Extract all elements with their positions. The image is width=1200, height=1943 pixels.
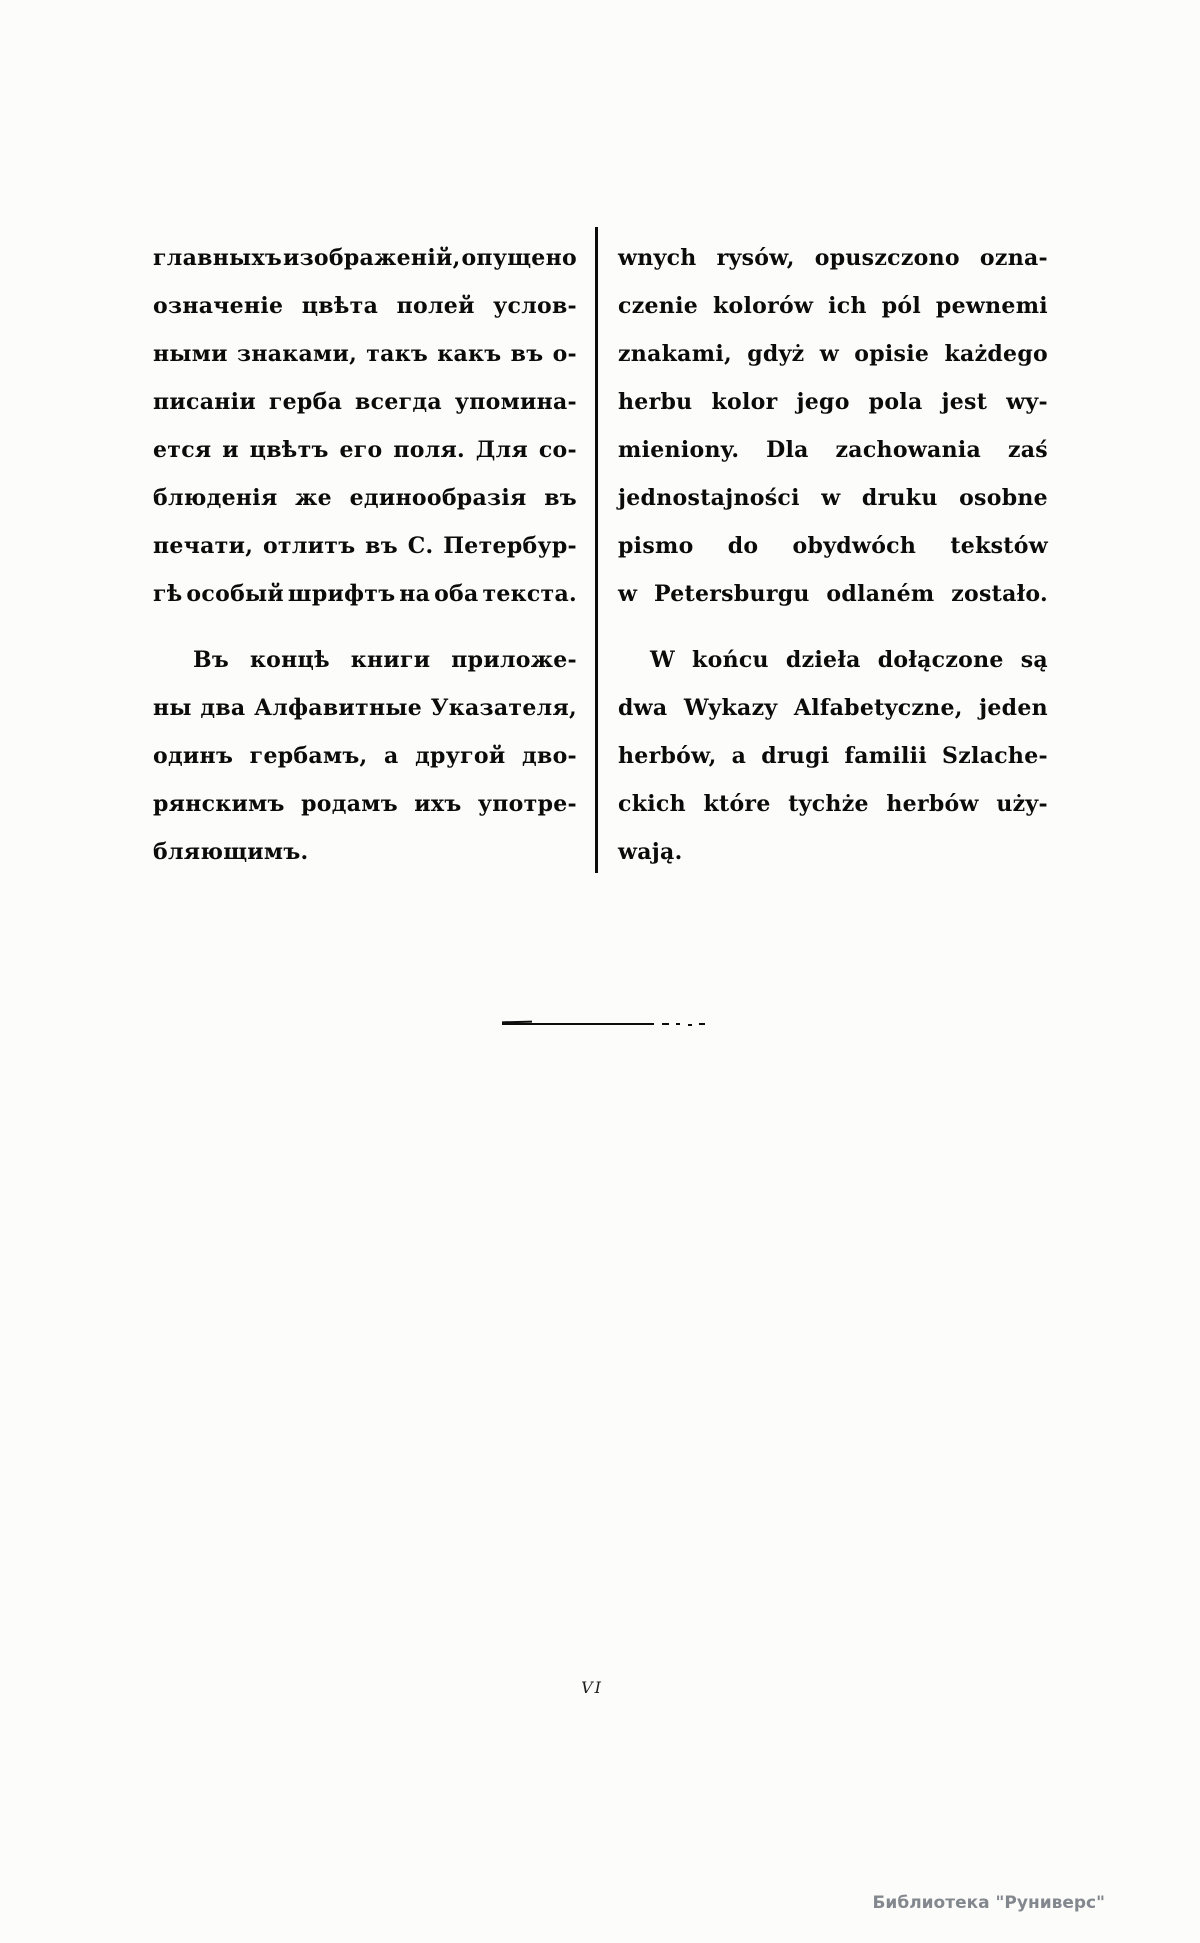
- word: jeden: [979, 695, 1048, 721]
- word: wnych: [618, 245, 697, 271]
- word: do: [727, 533, 759, 559]
- text-line: [618, 282, 1048, 330]
- section-divider: [502, 1021, 712, 1028]
- word: w: [618, 581, 638, 607]
- paragraph: [153, 636, 577, 876]
- text-line: [153, 780, 577, 828]
- text-line: [153, 636, 577, 684]
- word: рянскимъ: [153, 791, 285, 817]
- word: гербамъ,: [249, 743, 368, 769]
- word: pól: [881, 293, 922, 319]
- text-line: [153, 378, 577, 426]
- word: о-: [552, 341, 577, 367]
- word: osobne: [959, 485, 1048, 511]
- word: концѣ: [249, 647, 330, 673]
- word: его: [339, 437, 383, 463]
- word: zaś: [1007, 437, 1048, 463]
- word: są: [1020, 647, 1048, 673]
- word: obydwóch: [792, 533, 917, 559]
- polish-text-column: [618, 234, 1048, 876]
- word: wy-: [1006, 389, 1048, 415]
- word: полей: [396, 293, 475, 319]
- word: дво-: [522, 743, 577, 769]
- word: gdyż: [747, 341, 805, 367]
- text-line: [618, 684, 1048, 732]
- word: rysów,: [716, 245, 795, 271]
- divider-stroke: [502, 1023, 654, 1025]
- text-line: [153, 474, 577, 522]
- word: dzieła: [785, 647, 861, 673]
- word: ется: [153, 437, 212, 463]
- word: ны: [153, 695, 192, 721]
- word: означеніе: [153, 293, 284, 319]
- word: ихъ: [414, 791, 462, 817]
- word: czenie: [618, 293, 699, 319]
- word: какъ: [437, 341, 502, 367]
- word: tychże: [788, 791, 869, 817]
- text-line: [618, 474, 1048, 522]
- word: opisie: [854, 341, 930, 367]
- word: блюденія: [153, 485, 278, 511]
- word: herbów: [886, 791, 979, 817]
- word: цвѣтъ: [249, 437, 329, 463]
- word: końcu: [692, 647, 769, 673]
- text-line: [618, 330, 1048, 378]
- text-line: [153, 732, 577, 780]
- word: со-: [538, 437, 577, 463]
- text-line: [618, 732, 1048, 780]
- word: jednostajności: [618, 485, 800, 511]
- text-line: [153, 282, 577, 330]
- text-line: [153, 522, 577, 570]
- word: zostało.: [951, 581, 1048, 607]
- word: всегда: [355, 389, 442, 415]
- word: упомина-: [454, 389, 577, 415]
- word: ckich: [618, 791, 686, 817]
- word: uży-: [996, 791, 1048, 817]
- word: печати,: [153, 533, 254, 559]
- word: każdego: [944, 341, 1048, 367]
- word: въ: [510, 341, 544, 367]
- word: Петербур-: [443, 533, 577, 559]
- word: особый: [186, 581, 285, 607]
- text-line: [618, 378, 1048, 426]
- word: приложе-: [451, 647, 577, 673]
- word: гѣ: [153, 581, 183, 607]
- word: бляющимъ.: [153, 839, 309, 865]
- text-line: [153, 684, 577, 732]
- text-line: [618, 636, 1048, 684]
- paragraph: [618, 636, 1048, 876]
- word: Въ: [193, 647, 230, 673]
- library-watermark: Библиотека "Руниверс": [872, 1893, 1105, 1913]
- word: herbów,: [618, 743, 717, 769]
- word: pola: [868, 389, 923, 415]
- word: jego: [796, 389, 850, 415]
- word: drugi: [761, 743, 830, 769]
- word: Алфавитные: [254, 695, 423, 721]
- word: Для: [475, 437, 529, 463]
- word: W: [650, 647, 676, 673]
- word: услов-: [493, 293, 577, 319]
- divider-stroke: [676, 1023, 680, 1025]
- word: книги: [350, 647, 431, 673]
- russian-text-column: [153, 234, 577, 876]
- divider-stroke: [699, 1023, 705, 1025]
- word: Wykazy: [683, 695, 778, 721]
- text-line: [153, 234, 577, 282]
- word: Alfabetyczne,: [793, 695, 963, 721]
- word: поля.: [393, 437, 466, 463]
- word: ozna-: [979, 245, 1048, 271]
- word: opuszczono: [814, 245, 960, 271]
- word: ich: [828, 293, 867, 319]
- text-line: [618, 234, 1048, 282]
- word: родамъ: [301, 791, 398, 817]
- word: zachowania: [835, 437, 982, 463]
- word: mieniony.: [618, 437, 740, 463]
- text-line: [153, 330, 577, 378]
- word: а: [384, 743, 399, 769]
- word: на: [399, 581, 431, 607]
- word: odlaném: [826, 581, 935, 607]
- word: które: [703, 791, 771, 817]
- word: въ: [544, 485, 577, 511]
- word: текста.: [482, 581, 577, 607]
- word: единообразія: [349, 485, 527, 511]
- word: pismo: [618, 533, 694, 559]
- word: a: [731, 743, 747, 769]
- text-line: [618, 780, 1048, 828]
- word: tekstów: [950, 533, 1048, 559]
- word: оба: [434, 581, 479, 607]
- word: wają.: [618, 839, 683, 865]
- column-divider: [595, 227, 598, 873]
- paragraph: [153, 234, 577, 618]
- word: Указателя,: [430, 695, 577, 721]
- word: главныхъ: [153, 245, 283, 271]
- word: и: [222, 437, 239, 463]
- text-line: [153, 426, 577, 474]
- word: kolor: [711, 389, 778, 415]
- word: знаками,: [237, 341, 358, 367]
- word: Petersburgu: [653, 581, 810, 607]
- word: znakami,: [618, 341, 732, 367]
- paragraph: [618, 234, 1048, 618]
- word: изображеній,: [282, 245, 461, 271]
- word: писаніи: [153, 389, 256, 415]
- word: шрифтъ: [287, 581, 396, 607]
- text-line: [618, 828, 1048, 876]
- divider-stroke: [662, 1023, 669, 1025]
- text-line: [618, 570, 1048, 618]
- text-line: [153, 828, 577, 876]
- word: jest: [941, 389, 988, 415]
- word: два: [200, 695, 246, 721]
- word: другой: [415, 743, 506, 769]
- word: dołączone: [877, 647, 1004, 673]
- word: такъ: [366, 341, 429, 367]
- word: герба: [268, 389, 343, 415]
- word: dwa: [618, 695, 668, 721]
- word: w: [819, 341, 839, 367]
- word: отлитъ: [262, 533, 356, 559]
- word: Szlache-: [942, 743, 1048, 769]
- word: familii: [844, 743, 927, 769]
- word: употре-: [477, 791, 577, 817]
- page-number: VI: [581, 1678, 603, 1697]
- word: С.: [407, 533, 434, 559]
- word: ными: [153, 341, 228, 367]
- word: опущено: [461, 245, 577, 271]
- text-line: [618, 522, 1048, 570]
- word: же: [295, 485, 332, 511]
- word: одинъ: [153, 743, 234, 769]
- text-line: [153, 570, 577, 618]
- word: pewnemi: [935, 293, 1048, 319]
- word: druku: [861, 485, 938, 511]
- word: цвѣта: [301, 293, 379, 319]
- divider-stroke: [688, 1024, 692, 1026]
- word: въ: [365, 533, 398, 559]
- word: kolorów: [712, 293, 814, 319]
- text-line: [618, 426, 1048, 474]
- word: w: [821, 485, 841, 511]
- word: Dla: [766, 437, 809, 463]
- word: herbu: [618, 389, 693, 415]
